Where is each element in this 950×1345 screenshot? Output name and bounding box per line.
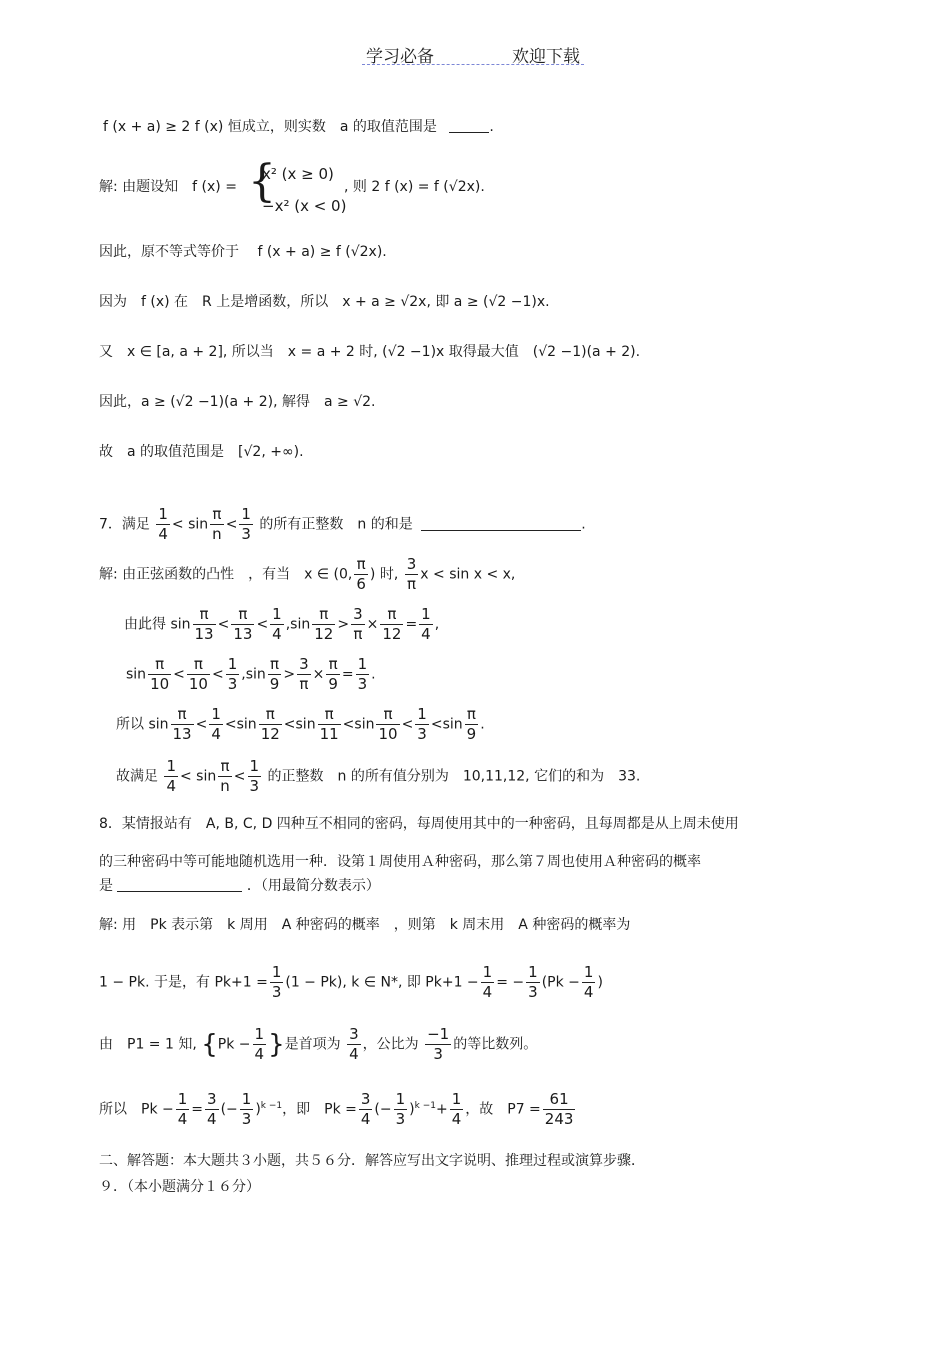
answer-blank bbox=[117, 891, 242, 892]
p8-solution-line4: 所以 Pk − $\frac{1}{4}$ = $\frac{3}{4}$ (− $\frac{1}{3}$ )$^{k -1}$，即 Pk = $\frac{3}{4}$ (− $\frac{1}{3}$ )$^{k -1}$+ $\frac{1}{4}$ ，故 P7 = $\frac{61}{243}$ bbox=[99, 1090, 574, 1128]
p7-solution-line2: 由此得 sin $\frac{\pi}{13}$ < $\frac{\pi}{13}$ < $\frac{1}{4}$ ,sin $\frac{\pi}{12}$ > $\frac{3}{\pi}$ × $\frac{\pi}{12}$ = $\frac{1}{4}$ , bbox=[124, 605, 440, 643]
p8-solution-line1: 解: 用 Pk 表示第 k 周用 A 种密码的概率 ，则第 k 周末用 A 种密码的概率为 bbox=[99, 917, 631, 933]
p8-question-line1: 8．某情报站有 A, B, C, D 四种互不相同的密码，每周使用其中的一种密码，且每周都是从上周未使用 bbox=[99, 816, 739, 832]
p6-solution-line5: 因此，a ≥ (√2 −1)(a + 2), 解得 a ≥ √2. bbox=[99, 394, 376, 410]
p8-solution-line3: 由 P1 = 1 知, {Pk − $\frac{1}{4}$ }是首项为 $\frac{3}{4}$ ，公比为 $\frac{-1}{3}$ 的等比数列。 bbox=[99, 1025, 538, 1063]
answer-blank bbox=[421, 530, 581, 531]
page-header bbox=[362, 40, 584, 65]
header-left: 学习必备 bbox=[366, 47, 434, 67]
p6-solution-line1: 解: 由题设知 f (x) = bbox=[99, 179, 237, 195]
p6-solution-line1-tail: , 则 2 f (x) = f (√2x). bbox=[344, 179, 485, 195]
p7-solution-line1: 解: 由正弦函数的凸性 ，有当 x ∈ (0, $\frac{\pi}{6}$ ) 时, $\frac{3}{\pi}$ x < sin x < x, bbox=[99, 555, 516, 593]
p7-question: 7．满足 $\frac{1}{4}$ < sin $\frac{\pi}{n}$ < $\frac{1}{3}$ 的所有正整数 n 的和是 . bbox=[99, 505, 586, 543]
p8-solution-line2: 1 − Pk. 于是，有 Pk+1 = $\frac{1}{3}$ (1 − Pk), k ∈ N*, 即 Pk+1 − $\frac{1}{4}$ = − $\frac{1}{3}$ (Pk − $\frac{1}{4}$ ) bbox=[99, 963, 603, 1001]
p8-question-line2: 的三种密码中等可能地随机选用一种．设第１周使用Ａ种密码，那么第７周也使用Ａ种密码的概率 bbox=[99, 854, 701, 870]
p7-answer-fraction: $\frac{61}{243}$ bbox=[544, 1090, 574, 1128]
p7-solution-line5: 故满足 $\frac{1}{4}$ < sin $\frac{\pi}{n}$ < $\frac{1}{3}$ 的正整数 n 的所有值分别为 10,11,12, 它们的和为 33. bbox=[116, 757, 641, 795]
piecewise-case-1: x² (x ≥ 0) bbox=[262, 165, 334, 183]
p7-solution-line3: sin $\frac{\pi}{10}$ < $\frac{\pi}{10}$ < $\frac{1}{3}$ ,sin $\frac{\pi}{9}$ > $\frac{3}{\pi}$ × $\frac{\pi}{9}$ = $\frac{1}{3}$ . bbox=[126, 655, 376, 693]
section-heading: 二、解答题：本大题共３小题，共５６分．解答应写出文字说明、推理过程或演算步骤． bbox=[99, 1153, 645, 1169]
p6-solution-line3: 因为 f (x) 在 R 上是增函数，所以 x + a ≥ √2x, 即 a ≥ (√2 −1)x. bbox=[99, 294, 550, 310]
p7-solution-line4: 所以 sin $\frac{\pi}{13}$ < $\frac{1}{4}$ <sin $\frac{\pi}{12}$ <sin $\frac{\pi}{11}$ <sin $\frac{\pi}{10}$ < $\frac{1}{3}$ <sin $\frac{\pi}{9}$ . bbox=[116, 705, 485, 743]
question-9-heading: ９．（本小题满分１６分） bbox=[99, 1179, 260, 1195]
header-right: 欢迎下载 bbox=[512, 47, 580, 67]
p8-question-line3: 是 ．（用最简分数表示） bbox=[99, 878, 380, 894]
p6-solution-line2: 因此，原不等式等价于 f (x + a) ≥ f (√2x). bbox=[99, 244, 387, 260]
piecewise-brace: { bbox=[248, 156, 276, 207]
p6-solution-line4: 又 x ∈ [a, a + 2], 所以当 x = a + 2 时, (√2 −1)x 取得最大值 (√2 −1)(a + 2). bbox=[99, 344, 641, 360]
p6-solution-line6: 故 a 的取值范围是 [√2, +∞). bbox=[99, 444, 304, 460]
answer-blank bbox=[449, 132, 489, 133]
p6-question-tail: f (x + a) ≥ 2 f (x) 恒成立，则实数 a 的取值范围是 . bbox=[103, 119, 494, 135]
piecewise-case-2: −x² (x < 0) bbox=[262, 197, 347, 215]
